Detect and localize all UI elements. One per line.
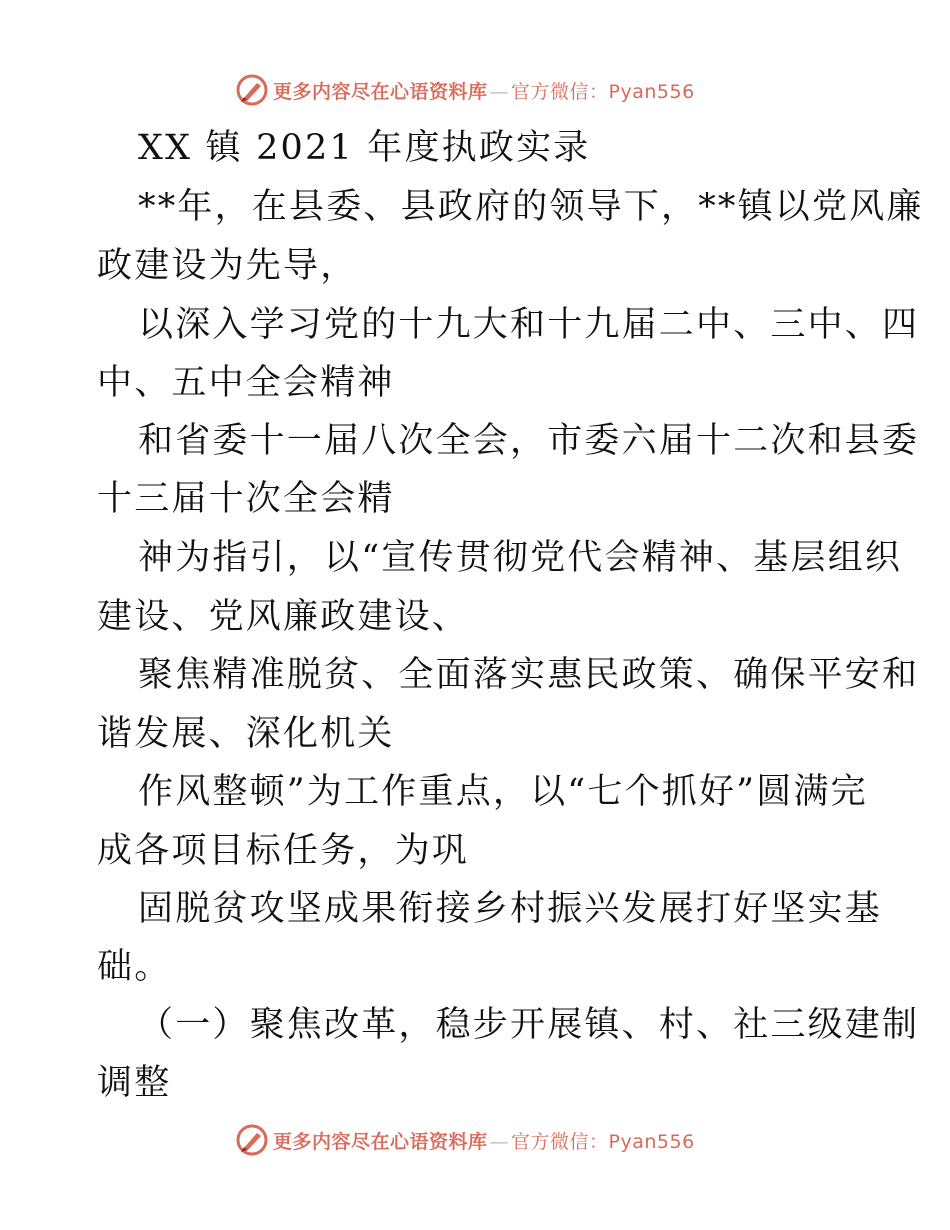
paragraph-line: **年，在县委、县政府的领导下，**镇以党风廉 <box>138 187 924 227</box>
paragraph-line: 谐发展、深化机关 <box>97 714 395 754</box>
footer-watermark <box>235 1122 695 1158</box>
watermark-account: Pyan556 <box>608 80 695 103</box>
paragraph-line: 成各项目标任务，为巩 <box>97 831 470 871</box>
paragraph-line: 十三届十次全会精 <box>97 479 395 519</box>
watermark-separator: — <box>489 80 510 103</box>
paragraph-line: 固脱贫攻坚成果衔接乡村振兴发展打好坚实基 <box>138 889 883 929</box>
section-heading: （一）聚焦改革，稳步开展镇、村、社三级建制 <box>138 1005 920 1045</box>
watermark-label: 官方微信： <box>511 1130 609 1153</box>
pen-logo-icon <box>235 1123 269 1157</box>
paragraph-line: 和省委十一届八次全会，市委六届十二次和县委 <box>138 421 920 461</box>
paragraph-line: 聚焦精准脱贫、全面落实惠民政策、确保平安和 <box>138 655 920 695</box>
watermark-text: 更多内容尽在心语资料库 <box>273 80 488 103</box>
document-title: XX 镇 2021 年度执政实录 <box>138 128 591 168</box>
paragraph-line: 以深入学习党的十九大和十九届二中、三中、四 <box>138 305 920 345</box>
paragraph-line: 础。 <box>97 947 172 987</box>
paragraph-line: 神为指引，以“宣传贯彻党代会精神、基层组织 <box>138 538 903 578</box>
watermark-label: 官方微信： <box>511 80 609 103</box>
watermark-text: 更多内容尽在心语资料库 <box>273 1130 488 1153</box>
paragraph-line: 政建设为先导， <box>97 246 358 286</box>
paragraph-line: 调整 <box>97 1063 172 1103</box>
paragraph-line: 作风整顿”为工作重点，以“七个抓好”圆满完 <box>138 772 868 812</box>
paragraph-line: 中、五中全会精神 <box>97 363 395 403</box>
paragraph-line: 建设、党风廉政建设、 <box>97 597 470 637</box>
watermark-separator: — <box>489 1130 510 1153</box>
watermark-account: Pyan556 <box>608 1130 695 1153</box>
